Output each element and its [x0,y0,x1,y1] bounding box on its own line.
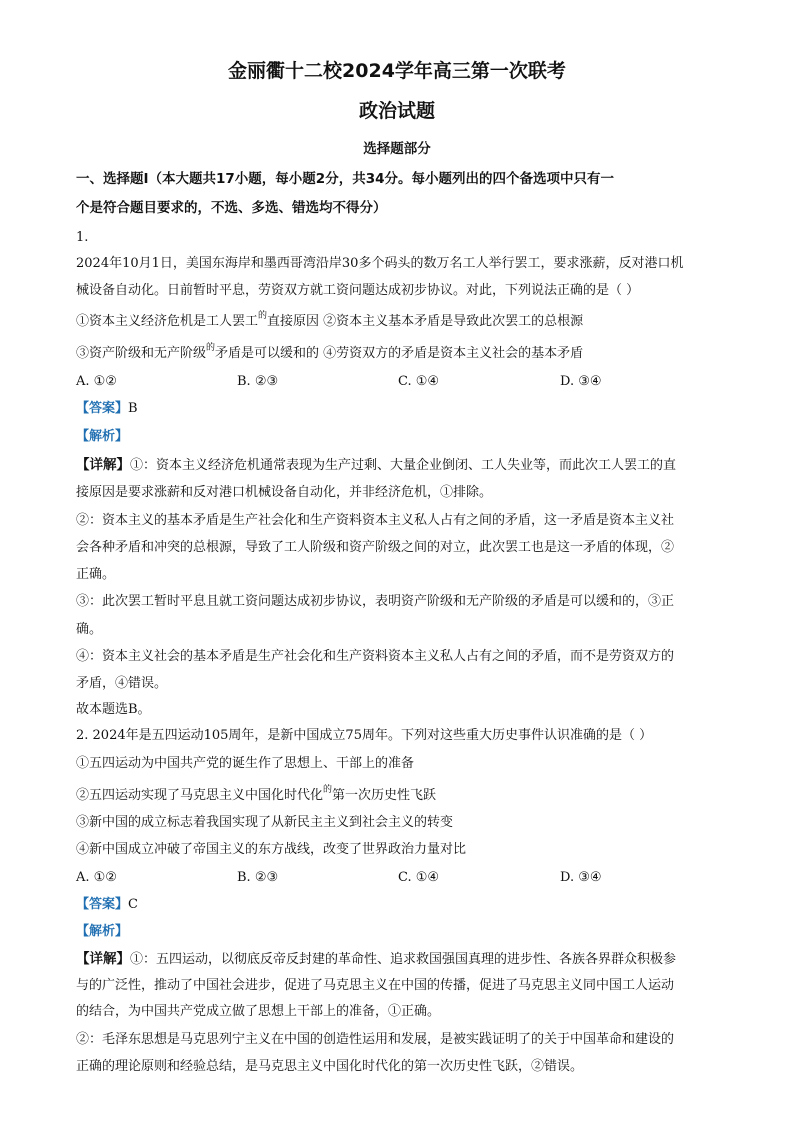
q2-analysis [76,923,128,941]
q1-answer [76,400,138,418]
q2-s2-sup: 的 [323,785,333,795]
q1-detail-line1 [76,456,676,475]
q2-option-a: A. ①② [76,870,117,885]
q2-detail-line1 [76,950,676,969]
q1-stem-line1: 2024年10月1日，美国东海岸和墨西哥湾沿岸30多个码头的数万名工人举行罢工，要求涨薪，反对港口机 [76,256,684,271]
q2-answer [76,896,138,914]
q2-option-d: D. ③④ [560,870,602,885]
section-heading-line2: 个是符合题目要求的，不选、多选、错选均不得分） [76,200,387,216]
q1-s1-pre: ①资本主义经济危机是工人罢工 [76,314,259,329]
q1-d2-line2: 会各种矛盾和冲突的总根源，导致了工人阶级和资产阶级之间的对立，此次罢工也是这一矛盾的体现，② [76,540,675,555]
subject-title: 政治试题 [358,100,435,122]
q1-d2-line3: 正确。 [76,567,116,582]
q1-statements-line2 [76,345,583,364]
q2-analysis-tag: 【解析】 [76,924,129,939]
q1-s2-sup: 的 [206,343,216,353]
q2-answer-value: C [128,897,138,912]
q1-s1-sup: 的 [258,311,268,321]
q2-d1-line3: 的结合，为中国共产党成立做了思想上干部上的准备，①正确。 [76,1004,441,1019]
q1-s2-post: 矛盾是可以缓和的 ④劳资双方的矛盾是资本主义社会的基本矛盾 [215,346,584,361]
q1-analysis [76,428,128,446]
q2-s4: ④新中国成立冲破了帝国主义的东方战线，改变了世界政治力量对比 [76,842,467,857]
q1-answer-value: B [128,401,138,416]
q1-d3-line1: ③：此次罢工暂时平息且就工资问题达成初步协议，表明资产阶级和无产阶级的矛盾是可以缓和的，③正 [76,594,675,609]
q2-s2-pre: ②五四运动实现了马克思主义中国化时代化 [76,788,324,803]
q1-analysis-tag: 【解析】 [76,429,129,444]
part-title: 选择题部分 [363,141,431,157]
q2-s2 [76,787,436,806]
q1-option-c: C. ①④ [398,374,440,389]
q2-d1-line2: 与的广泛性，推动了中国社会进步，促进了马克思主义在中国的传播，促进了马克思主义同中国工人运动 [76,978,675,993]
q2-answer-tag: 【答案】 [76,897,129,912]
q1-s1-post: 直接原因 ②资本主义基本矛盾是导致此次罢工的总根源 [267,314,584,329]
q2-s3: ③新中国的成立标志着我国实现了从新民主主义到社会主义的转变 [76,815,454,830]
q1-conclusion: 故本题选B。 [76,702,151,717]
q1-d4-line2: 矛盾，④错误。 [76,676,168,691]
q1-s2-pre: ③资产阶级和无产阶级 [76,346,207,361]
q2-d1-line1: ①：五四运动，以彻底反帝反封建的革命性、追求救国强国真理的进步性、各族各界群众积极参 [130,952,677,967]
q2-stem: 2. 2024年是五四运动105周年，是新中国成立75周年。下列对这些重大历史事件认识准确的是（ ） [76,728,653,743]
q2-option-b: B. ②③ [237,870,279,885]
q1-d2-line1: ②：资本主义的基本矛盾是生产社会化和生产资料资本主义私人占有之间的矛盾，这一矛盾是资本主义社 [76,513,675,528]
q2-d2-line1: ②：毛泽东思想是马克思列宁主义在中国的创造性运用和发展，是被实践证明了的关于中国革命和建设的 [76,1032,675,1047]
q1-option-b: B. ②③ [237,374,279,389]
q1-number: 1. [76,230,89,245]
q1-d1-line2: 接原因是要求涨薪和反对港口机械设备自动化，并非经济危机，①排除。 [76,485,493,500]
q1-d4-line1: ④：资本主义社会的基本矛盾是生产社会化和生产资料资本主义私人占有之间的矛盾，而不是劳资双方的 [76,649,675,664]
q1-stem-line2: 械设备自动化。日前暂时平息，劳资双方就工资问题达成初步协议。对此，下列说法正确的是（ ） [76,283,640,298]
exam-title: 金丽衢十二校2024学年高三第一次联考 [228,60,566,82]
q1-detail-tag: 【详解】 [76,457,130,473]
q2-d2-line2: 正确的理论原则和经验总结，是马克思主义中国化时代化的第一次历史性飞跃，②错误。 [76,1059,584,1074]
q1-option-a: A. ①② [76,374,117,389]
section-heading-line1: 一、选择题Ⅰ（本大题共17小题，每小题2分，共34分。每小题列出的四个备选项中只有一 [76,171,614,187]
q1-d1-line1: ①：资本主义经济危机通常表现为生产过剩、大量企业倒闭、工人失业等，而此次工人罢工的直 [130,458,677,473]
q1-answer-tag: 【答案】 [76,401,129,416]
q1-statements-line1 [76,313,583,332]
q2-option-c: C. ①④ [398,870,440,885]
q1-option-d: D. ③④ [560,374,602,389]
q2-detail-tag: 【详解】 [76,951,130,967]
q1-d3-line2: 确。 [76,622,103,637]
q2-s1: ①五四运动为中国共产党的诞生作了思想上、干部上的准备 [76,756,415,771]
q2-s2-post: 第一次历史性飞跃 [332,788,437,803]
